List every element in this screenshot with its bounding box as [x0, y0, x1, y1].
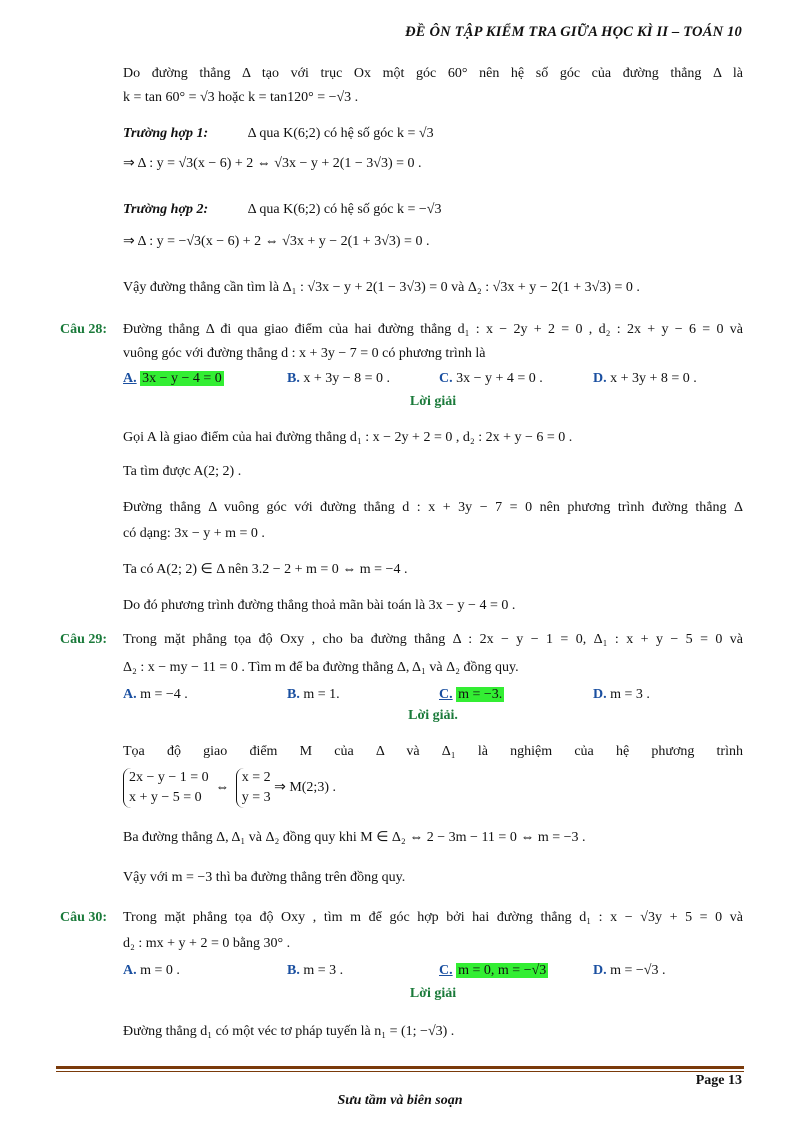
q28-solution-line-3: Đường thẳng Δ vuông góc với đường thẳng d : x + 3y − 7 = 0 nên phương trình đường thẳng Δ: [123, 500, 743, 515]
q29-solution-line-1: Tọa độ giao điểm M của Δ và Δ₁ là nghiệm của hệ phương trình: [123, 744, 743, 759]
q30-correct-answer-highlight: m = 0, m = −√3: [458, 963, 547, 978]
q28-solution-line-6: Do đó phương trình đường thẳng thoả mãn bài toán là 3x − y − 4 = 0 .: [123, 598, 516, 613]
question30-label: Câu 30:: [60, 910, 108, 925]
case1-statement: Δ qua K(6;2) có hệ số góc k = √3: [247, 126, 434, 141]
intro-line-2: k = tan 60° = √3 hoặc k = tan120° = −√3 .: [123, 90, 359, 105]
q29-system-left: 2x − y − 1 = 0 x + y − 5 = 0: [123, 768, 209, 808]
case1-line-1: [123, 122, 743, 146]
q29-solution-heading: Lời giải.: [408, 708, 458, 723]
footer-credit: Sưu tầm và biên soạn: [337, 1093, 463, 1108]
footer-rule-thin: [56, 1071, 744, 1072]
q29-option-a[interactable]: A. m = −4 .: [123, 687, 188, 702]
case1-line-2: ⇒ Δ : y = √3(x − 6) + 2 ⇔ √3x − y + 2(1 − 3√3) = 0 .: [123, 156, 422, 171]
question27-conclusion: Vậy đường thẳng cần tìm là Δ₁ : √3x − y + 2(1 − 3√3) = 0 và Δ₂ : √3x + y − 2(1 + 3√3) = 0 .: [123, 280, 640, 295]
case2-line-1: [123, 198, 743, 222]
question28-line-1: Đường thẳng Δ đi qua giao điểm của hai đường thẳng d₁ : x − 2y + 2 = 0 , d₂ : 2x + y − 6 = 0 và: [123, 322, 743, 337]
q29-correct-answer-highlight: m = −3.: [458, 687, 503, 702]
q30-option-c[interactable]: C. m = 0, m = −√3: [439, 963, 547, 978]
q30-option-d[interactable]: D. m = −√3 .: [593, 963, 666, 978]
q30-option-a[interactable]: A. m = 0 .: [123, 963, 180, 978]
q29-system-right: x = 2 y = 3: [236, 768, 271, 808]
q28-solution-line-1: Gọi A là giao điểm của hai đường thẳng d₁ : x − 2y + 2 = 0 , d₂ : 2x + y − 6 = 0 .: [123, 430, 573, 445]
q28-option-b[interactable]: B. x + 3y − 8 = 0 .: [287, 371, 391, 386]
q28-option-a[interactable]: A. 3x − y − 4 = 0: [123, 371, 222, 386]
page-header-title: ĐỀ ÔN TẬP KIỂM TRA GIỮA HỌC KÌ II – TOÁN 10: [405, 24, 742, 40]
q29-option-b[interactable]: B. m = 1.: [287, 687, 340, 702]
q28-option-d[interactable]: D. x + 3y + 8 = 0 .: [593, 371, 697, 386]
q28-correct-answer-highlight: 3x − y − 4 = 0: [142, 371, 222, 386]
q28-solution-line-2: Ta tìm được A(2; 2) .: [123, 464, 242, 479]
q28-solution-heading: Lời giải: [409, 394, 457, 409]
q29-system-result: ⇒ M(2;3) .: [274, 780, 336, 795]
question28-line-2: vuông góc với đường thẳng d : x + 3y − 7 = 0 có phương trình là: [123, 346, 486, 361]
question29-line-1: Trong mặt phẳng tọa độ Oxy , cho ba đường thẳng Δ : 2x − y − 1 = 0, Δ₁ : x + y − 5 = 0 và: [123, 632, 743, 647]
q29-option-d[interactable]: D. m = 3 .: [593, 687, 650, 702]
q29-equivalence-symbol: ⇔: [215, 780, 230, 795]
q28-solution-line-5: Ta có A(2; 2) ∈ Δ nên 3.2 − 2 + m = 0 ⇔ m = −4 .: [123, 562, 408, 577]
case2-statement: Δ qua K(6;2) có hệ số góc k = −√3: [247, 202, 442, 217]
case2-line-2: ⇒ Δ : y = −√3(x − 6) + 2 ⇔ √3x + y − 2(1 + 3√3) = 0 .: [123, 234, 430, 249]
question30-line-2: d₂ : mx + y + 2 = 0 bằng 30° .: [123, 936, 291, 951]
question29-line-2: Δ₂ : x − my − 11 = 0 . Tìm m để ba đường thẳng Δ, Δ₁ và Δ₂ đồng quy.: [123, 660, 519, 675]
intro-line-1: Do đường thẳng Δ tạo với trục Ox một góc 60° nên hệ số góc của đường thẳng Δ là: [123, 66, 743, 81]
q29-solution-line-2: Ba đường thẳng Δ, Δ₁ và Δ₂ đồng quy khi M ∈ Δ₂ ⇔ 2 − 3m − 11 = 0 ⇔ m = −3 .: [123, 830, 586, 845]
question28-label: Câu 28:: [60, 322, 108, 337]
q29-equation-system: [123, 768, 743, 808]
question29-label: Câu 29:: [60, 632, 108, 647]
footer-rule-thick: [56, 1066, 744, 1069]
case2-title: Trường hợp 2:: [123, 202, 209, 217]
q30-solution-line-1: Đường thẳng d₁ có một véc tơ pháp tuyến là n₁ = (1; −√3) .: [123, 1024, 455, 1039]
case1-title: Trường hợp 1:: [123, 126, 209, 141]
q28-option-c[interactable]: C. 3x − y + 4 = 0 .: [439, 371, 543, 386]
q28-solution-line-4: có dạng: 3x − y + m = 0 .: [123, 526, 265, 541]
q30-option-b[interactable]: B. m = 3 .: [287, 963, 344, 978]
q30-solution-heading: Lời giải: [409, 986, 457, 1001]
q29-option-c[interactable]: C. m = −3.: [439, 687, 503, 702]
page-number: Page 13: [695, 1073, 742, 1088]
question30-line-1: Trong mặt phẳng tọa độ Oxy , tìm m để góc hợp bởi hai đường thẳng d₁ : x − √3y + 5 = 0 và: [123, 910, 743, 925]
q29-solution-line-3: Vậy với m = −3 thì ba đường thẳng trên đồng quy.: [123, 870, 406, 885]
